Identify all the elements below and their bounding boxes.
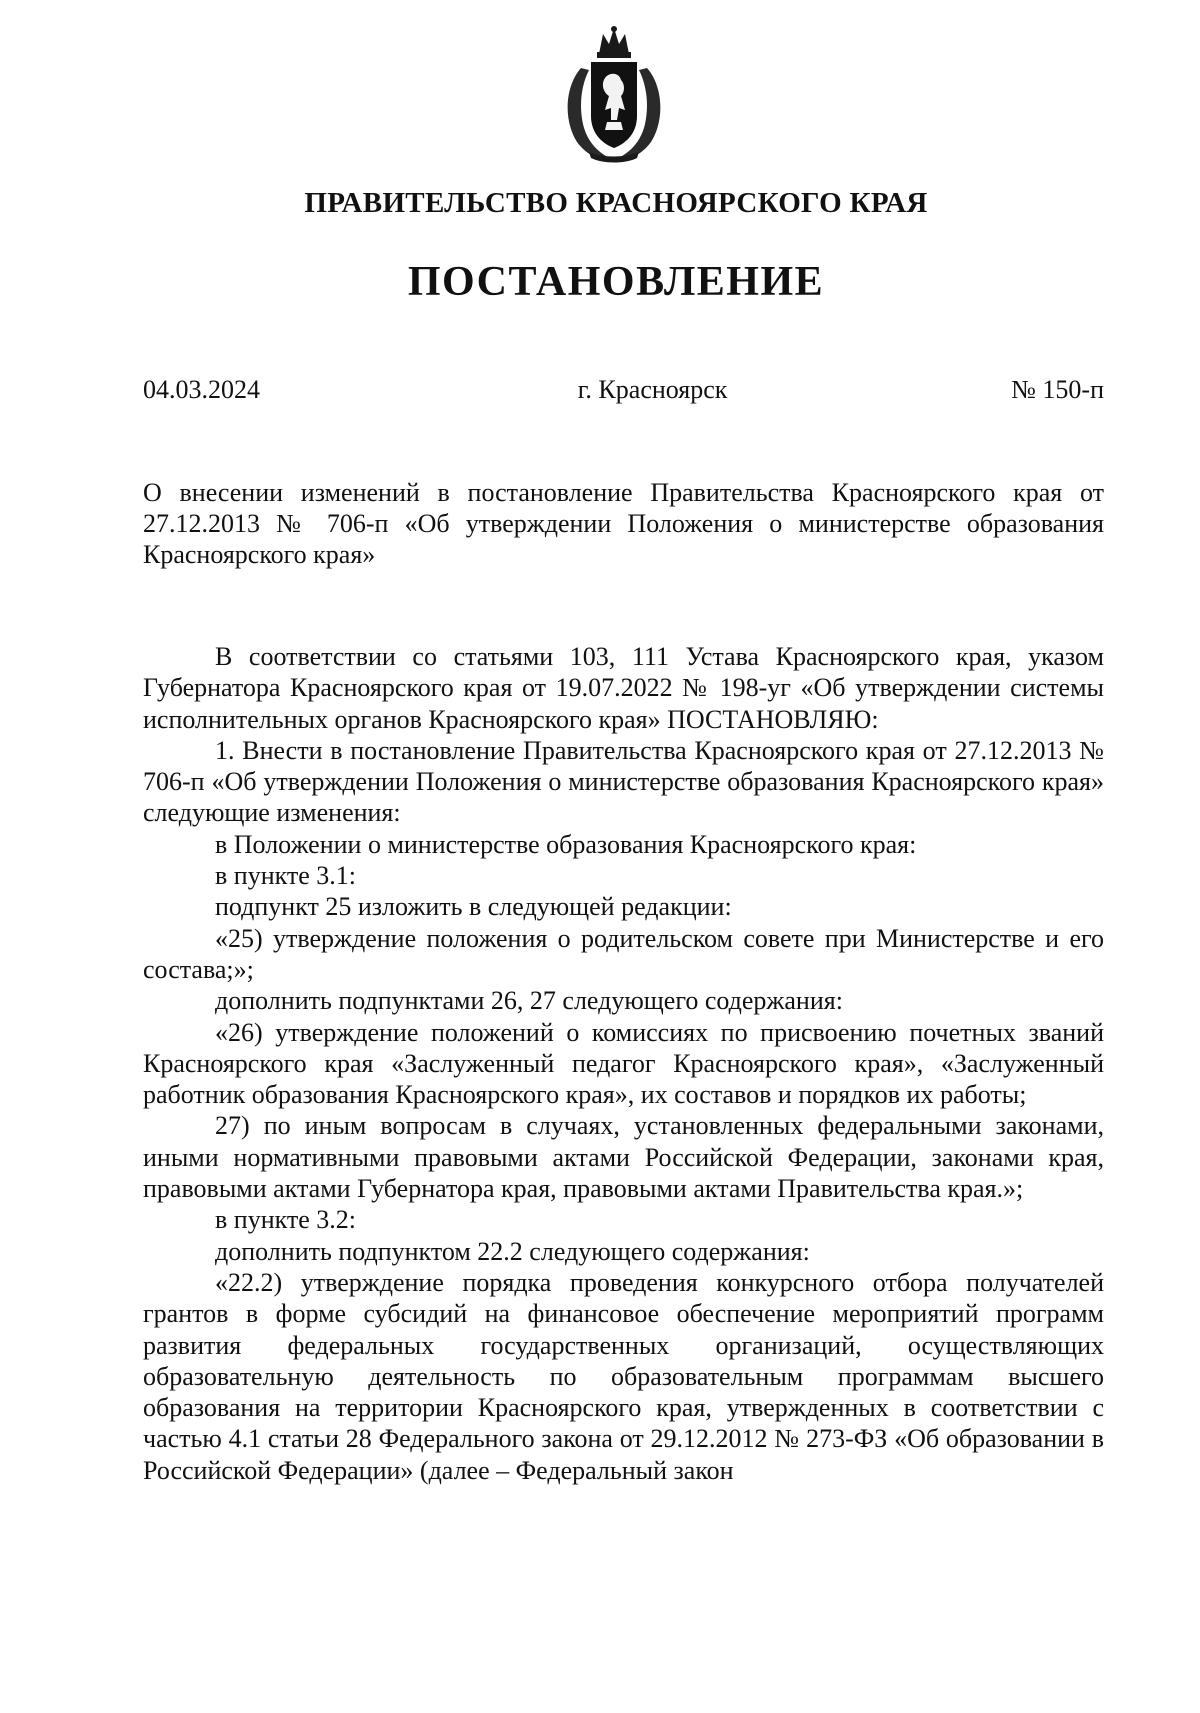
body-paragraph: в пункте 3.2: (215, 1205, 357, 1235)
body-paragraph: в Положении о министерстве образования Красноярского края: (215, 829, 917, 859)
body-paragraph: «22.2) утверждение порядка проведения конкурсного отбора получателей грантов в форме субсидий на финансовое обеспечение мероприятий программ развития федеральных государственных организаций, осуществляющих образовательную деятельность по образовательным программам высшего образования на территории Красноярского края, утвержденных в соответствии с частью 4.1 статьи 28 Федерального закона от 29.12.2012 № 273-ФЗ «Об образовании в Российской Федерации» (далее – Федеральный закон (143, 1267, 1104, 1485)
document-type-title: ПОСТАНОВЛЕНИЕ (407, 259, 825, 305)
coat-of-arms-icon (559, 24, 669, 166)
body-paragraph: «25) утверждение положения о родительском совете при Министерстве и его состава;»; (143, 923, 1104, 984)
document-city: г. Красноярск (577, 375, 728, 404)
document-subject: О внесении изменений в постановление Правительства Красноярского края от 27.12.2013 № 706-п «Об утверждении Положения о министерстве образования Красноярского края» (143, 478, 1104, 569)
body-paragraph: в пункте 3.1: (215, 861, 357, 891)
document-date: 04.03.2024 (143, 375, 260, 404)
document-body (143, 641, 1104, 1486)
body-paragraph: 1. Внести в постановление Правительства Красноярского края от 27.12.2013 № 706-п «Об утверждении Положения о министерстве образования Красноярского края» следующие изменения: (143, 735, 1104, 828)
body-paragraph: дополнить подпунктами 26, 27 следующего содержания: (215, 986, 843, 1016)
body-paragraph: 27) по иным вопросам в случаях, установленных федеральными законами, иными нормативными правовыми актами Российской Федерации, законами края, правовыми актами Губернатора края, правовыми актами Правительства края.»; (143, 1111, 1104, 1204)
body-paragraph: «26) утверждение положений о комиссиях по присвоению почетных званий Красноярского края «Заслуженный педагог Красноярского края», «Заслуженный работник образования Красноярского края», их составов и порядков их работы; (143, 1017, 1104, 1110)
body-paragraph: дополнить подпунктом 22.2 следующего содержания: (215, 1236, 810, 1266)
body-paragraph: подпункт 25 изложить в следующей редакции: (215, 892, 732, 922)
body-paragraph: В соответствии со статьями 103, 111 Устава Красноярского края, указом Губернатора Красноярского края от 19.07.2022 № 198-уг «Об утверждении системы исполнительных органов Красноярского края» ПОСТАНОВЛЯЮ: (143, 642, 1104, 734)
document-number: № 150-п (1011, 375, 1104, 404)
organization-title: ПРАВИТЕЛЬСТВО КРАСНОЯРСКОГО КРАЯ (304, 187, 928, 219)
document-meta-row (143, 375, 1104, 405)
